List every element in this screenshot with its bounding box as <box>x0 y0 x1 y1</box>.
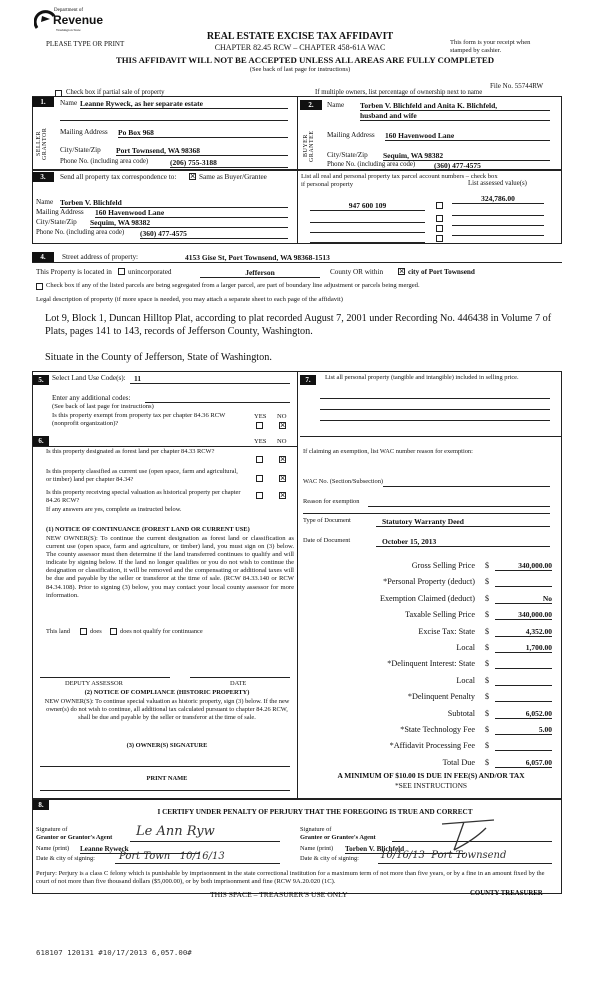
grantee-name-field[interactable]: Torben V. Blichfeld <box>345 845 465 854</box>
section-8-badge: 8. <box>33 800 49 810</box>
receipt-note: This form is your receipt when stamped by cashier. <box>450 39 531 54</box>
doc-date-label: Date of Document <box>303 537 351 544</box>
taxable-selling-price-dollar: $ <box>485 610 489 619</box>
sec3-name-label: Name <box>36 198 54 206</box>
seller-side-label: SELLER GRANTOR <box>36 127 48 161</box>
logo-line1: Department of <box>54 8 84 13</box>
notice-2-body: NEW OWNER(S): To continue special valuation as historic property, sign (3) below. If the new owner(s) do not wish to continue, all additional tax calculated pursuant to chapter 84.26 RCW, shall be due and payable by the seller or transferor at the time of sale. <box>44 698 290 721</box>
assessor-date-label: DATE <box>230 680 247 687</box>
section-2-badge: 2. <box>300 100 322 110</box>
doc-date-field[interactable]: October 15, 2013 <box>376 537 550 547</box>
section-4-badge: 4. <box>32 252 54 262</box>
buyer-name-field-2[interactable]: husband and wife <box>360 111 550 121</box>
grantee-date-city-label: Date & city of signing: <box>300 855 359 862</box>
dor-logo <box>34 6 104 36</box>
grantor-name-field[interactable]: Leanne Ryweck <box>80 845 200 854</box>
section-1-badge: 1. <box>32 97 54 107</box>
grantor-name-print-label: Name (print) <box>36 845 70 852</box>
sec3-mail-field[interactable]: 160 Havenwood Lane <box>95 208 288 218</box>
sec3-phone-label: Phone No. (including area code) <box>36 229 125 236</box>
buyer-phone-label: Phone No. (including area code) <box>327 161 416 168</box>
grantor-date-city-field[interactable] <box>115 853 280 864</box>
forest-land-question: Is this property designated as forest land per chapter 84.33 RCW? <box>46 448 215 455</box>
buyer-phone-field[interactable]: (360) 477-4575 <box>434 161 550 171</box>
legal-description-text: Lot 9, Block 1, Duncan Hilltop Plat, according to plat recorded August 7, 2001 under Recording No. 446438 in Volume 7 of Plats, pages 141 to 143, records of Jefferson County, Washington. <box>45 313 552 337</box>
notice-2-title: (2) NOTICE OF COMPLIANCE (HISTORIC PROPERTY) <box>84 689 250 696</box>
section-7-badge: 7. <box>300 375 316 385</box>
sec3-city-label: City/State/Zip <box>36 218 77 226</box>
unincorporated-label: unincorporated <box>128 268 172 276</box>
sec3-phone-field[interactable]: (360) 477-4575 <box>140 229 288 239</box>
exempt-no-checkbox[interactable] <box>279 422 286 429</box>
logo-word: Revenue <box>53 13 104 27</box>
warning-text: THIS AFFIDAVIT WILL NOT BE ACCEPTED UNLESS ALL AREAS ARE FULLY COMPLETED <box>115 55 495 65</box>
seller-city-field[interactable]: Port Townsend, WA 98368 <box>116 146 288 156</box>
does-not-label: does not qualify for continuance <box>120 628 203 635</box>
taxable-selling-price-field[interactable]: 340,000.00 <box>495 610 552 620</box>
unincorporated-checkbox[interactable] <box>118 268 125 275</box>
subtotal-label: Subtotal <box>447 709 475 718</box>
grantor-signature-field[interactable] <box>130 824 280 842</box>
county-treasurer-label: COUNTY TREASURER <box>470 890 543 897</box>
this-land-label: This land <box>46 628 70 635</box>
subtotal-dollar: $ <box>485 709 489 718</box>
taxable-selling-price-label: Taxable Selling Price <box>405 610 475 619</box>
parcel-list-label: List all real and personal property tax parcel account numbers – check box if personal property <box>301 173 498 188</box>
legal-description-label: Legal description of property (if more space is needed, you may attach a separate sheet to each page of the affidavit) <box>36 296 343 303</box>
wac-label: WAC No. (Section/Subsection) <box>303 478 384 485</box>
grantee-name-print-label: Name (print) <box>300 845 334 852</box>
grantor-date-handwritten: Port Town 10/16/13 <box>119 851 225 862</box>
grantee-date-handwritten: 10/16/13 Port Townsend <box>380 850 507 861</box>
buyer-name-label: Name <box>327 101 345 109</box>
parcel-number-field[interactable]: 947 600 109 <box>310 201 425 211</box>
parcel-personal-checkbox-1[interactable] <box>436 202 443 209</box>
section-5-badge: 5. <box>33 375 49 385</box>
excise-tax-state-field[interactable]: 4,352.00 <box>495 627 552 637</box>
delinquent-interest-state-label: *Delinquent Interest: State <box>387 659 475 668</box>
current-use-yes-checkbox[interactable] <box>256 475 263 482</box>
excise-tax-local-field[interactable]: 1,700.00 <box>495 643 552 653</box>
sec6-no-header: NO <box>277 438 287 445</box>
multiple-owners-note: If multiple owners, list percentage of ownership next to name <box>315 89 483 96</box>
buyer-mail-label: Mailing Address <box>327 131 375 139</box>
grantee-date-city-field[interactable] <box>378 850 552 864</box>
personal-property-field[interactable] <box>495 577 552 587</box>
total-due-field[interactable]: 6,057.00 <box>495 758 552 768</box>
assessed-label: List assessed value(s) <box>468 180 527 187</box>
section-3-badge: 3. <box>32 172 54 182</box>
delinquent-interest-local-label: Local <box>456 676 475 685</box>
sec3-mail-label: Mailing Address <box>36 208 84 216</box>
seller-city-label: City/State/Zip <box>60 146 101 154</box>
notice-1-body: NEW OWNER(S): To continue the current designation as forest land or classification as current use (open space, farm and agriculture, or timber) land, you must sign on (3) below. The county assessor must then determine if the land transferred continues to qualify and will indicate by signing below. If the land no longer qualifies or you do not wish to continue the designation or classification, it will be removed and the compensating or additional taxes will be due and payable by the seller or transferor at the time of sale. (RCW 84.33.140 or RCW 84.34.108). Prior to signing (3) below, you may contact your local county assessor for more information. <box>46 535 294 599</box>
grantor-date-city-label: Date & city of signing: <box>36 855 95 862</box>
minimum-due-note: A MINIMUM OF $10.00 IS DUE IN FEE(S) AND/OR TAX <box>337 771 525 780</box>
assessed-value-field[interactable]: 324,786.00 <box>452 194 544 204</box>
exemption-claimed-label: Exemption Claimed (deduct) <box>379 594 475 603</box>
segregated-checkbox[interactable] <box>36 283 43 290</box>
delinquent-interest-local-dollar: $ <box>485 676 489 685</box>
qualify-does-checkbox[interactable] <box>80 628 87 635</box>
delinquent-interest-state-field[interactable] <box>495 659 552 669</box>
gross-selling-price-field[interactable]: 340,000.00 <box>495 561 552 571</box>
see-instructions-note: *SEE INSTRUCTIONS <box>394 781 468 790</box>
located-label: This Property is located in <box>36 268 112 276</box>
page-title: REAL ESTATE EXCISE TAX AFFIDAVIT <box>206 31 394 42</box>
buyer-mail-field[interactable]: 160 Havenwood Lane <box>385 131 550 141</box>
sec5-yes-header: YES <box>254 413 267 420</box>
delinquent-penalty-field[interactable] <box>495 692 552 702</box>
page-subtitle: CHAPTER 82.45 RCW – CHAPTER 458-61A WAC <box>214 43 386 52</box>
parcel-personal-checkbox-3[interactable] <box>436 225 443 232</box>
delinquent-interest-local-field[interactable] <box>495 676 552 686</box>
seller-phone-field[interactable]: (206) 755-3188 <box>170 158 288 168</box>
buyer-city-label: City/State/Zip <box>327 151 368 159</box>
seller-phone-label: Phone No. (including area code) <box>60 158 149 165</box>
seller-name-label: Name <box>60 99 78 107</box>
land-use-label: Select Land Use Code(s): <box>52 374 126 382</box>
state-technology-fee-dollar: $ <box>485 725 489 734</box>
grantor-sig-of: Signature of <box>36 826 68 833</box>
parcel-personal-checkbox-2[interactable] <box>436 215 443 222</box>
street-address-field[interactable]: 4153 Gise St, Port Townsend, WA 98368-1513 <box>185 253 535 263</box>
exemption-instructions: If claiming an exemption, list WAC number reason for exemption: <box>303 448 473 455</box>
city-of-label: city of Port Townsend <box>408 268 475 276</box>
seller-mail-field[interactable]: Po Box 968 <box>118 128 288 138</box>
send-correspondence-label: Send all property tax correspondence to: <box>60 173 177 181</box>
partial-sale-label: Check box if partial sale of property <box>66 89 165 96</box>
current-use-no-checkbox[interactable] <box>279 475 286 482</box>
forest-yes-checkbox[interactable] <box>256 456 263 463</box>
treasurer-use-label: THIS SPACE – TREASURER'S USE ONLY <box>210 890 348 899</box>
grantee-signature-field[interactable] <box>392 834 552 842</box>
sec5-no-header: NO <box>277 413 287 420</box>
section-6-badge: 6. <box>33 436 49 446</box>
historic-no-checkbox[interactable] <box>279 492 286 499</box>
perjury-notice: Perjury: Perjury is a class C felony which is punishable by imprisonment in the state correctional institution for a maximum term of not more than five years, or by a fine in an amount fixed by the court of not more than five thousand dollars ($5,000.00), or by both imprisonment and fine (RCW 9A.20.020 (1C). <box>36 870 545 885</box>
seller-name-field[interactable]: Leanne Ryweck, as her separate estate <box>80 99 288 109</box>
county-field[interactable]: Jefferson <box>200 268 320 278</box>
excise-tax-local-dollar: $ <box>485 643 489 652</box>
certify-statement: I CERTIFY UNDER PENALTY OF PERJURY THAT THE FOREGOING IS TRUE AND CORRECT <box>157 808 473 816</box>
buyer-city-field[interactable]: Sequim, WA 98382 <box>383 151 550 161</box>
if-yes-note: If any answers are yes, complete as instructed below. <box>46 506 182 513</box>
qualify-does-not-checkbox[interactable] <box>110 628 117 635</box>
doc-type-label: Type of Document <box>303 517 351 524</box>
logo-line3: Washington State <box>56 28 81 32</box>
current-use-question: Is this property classified as current use (open space, farm and agricultural, or timber) land per chapter 84.34? <box>46 468 238 483</box>
exempt-question: Is this property exempt from property tax per chapter 84.36 RCW (nonprofit organization)? <box>52 412 226 427</box>
state-technology-fee-field[interactable]: 5.00 <box>495 725 552 735</box>
forest-no-checkbox[interactable] <box>279 456 286 463</box>
buyer-name-field[interactable]: Torben V. Blichfeld and Anita K. Blichfeld, <box>360 101 550 111</box>
reason-label: Reason for exemption <box>303 498 360 505</box>
subtotal-field[interactable]: 6,052.00 <box>495 709 552 719</box>
personal-property-label: List all personal property (tangible and intangible) included in selling price. <box>325 374 519 381</box>
land-use-field[interactable]: 11 <box>130 374 290 384</box>
affidavit-processing-fee-label: *Affidavit Processing Fee <box>389 741 475 750</box>
exemption-claimed-field[interactable]: No <box>495 594 552 604</box>
exempt-yes-checkbox[interactable] <box>256 422 263 429</box>
excise-tax-state-label: Excise Tax: State <box>418 627 475 636</box>
segregated-label: Check box if any of the listed parcels are being segregated from a larger parcel, are part of boundary line adjustment or parcels being merged. <box>46 282 420 289</box>
personal-property-label: *Personal Property (deduct) <box>383 577 475 586</box>
buyer-side-label: BUYER GRANTEE <box>303 130 315 162</box>
excise-tax-state-dollar: $ <box>485 627 489 636</box>
total-due-dollar: $ <box>485 758 489 767</box>
historic-yes-checkbox[interactable] <box>256 492 263 499</box>
sec6-yes-header: YES <box>254 438 267 445</box>
grantor-signature: Le Ann Ryw <box>136 824 215 839</box>
excise-tax-local-label: Local <box>456 643 475 652</box>
owner-signature-label: (3) OWNER(S) SIGNATURE <box>126 742 208 749</box>
parcel-personal-checkbox-4[interactable] <box>436 235 443 242</box>
sec3-city-field[interactable]: Sequim, WA 98382 <box>90 218 288 228</box>
historic-question: Is this property receiving special valuation as historical property per chapter 84.26 RCW? <box>46 489 241 504</box>
state-technology-fee-label: *State Technology Fee <box>400 725 475 734</box>
exemption-claimed-dollar: $ <box>485 594 489 603</box>
county-within-label: County OR within <box>330 268 384 276</box>
grantee-sig-of: Signature of <box>300 826 332 833</box>
file-number: File No. 55744RW <box>490 82 544 90</box>
delinquent-interest-state-dollar: $ <box>485 659 489 668</box>
sec3-name-field[interactable]: Torben V. Blichfeld <box>60 198 288 208</box>
deputy-assessor-label: DEPUTY ASSESSOR <box>65 680 123 687</box>
affidavit-processing-fee-dollar: $ <box>485 741 489 750</box>
cashier-stamp: 618107 120131 #10/17/2013 6,057.00# <box>36 948 192 957</box>
personal-property-dollar: $ <box>485 577 489 586</box>
see-back-note: (See back of last page for instructions) <box>249 66 351 73</box>
seller-mail-label: Mailing Address <box>60 128 108 136</box>
gross-selling-price-label: Gross Selling Price <box>411 561 475 570</box>
total-due-label: Total Due <box>442 758 475 767</box>
affidavit-processing-fee-field[interactable] <box>495 741 552 751</box>
notice-1-title: (1) NOTICE OF CONTINUANCE (FOREST LAND OR CURRENT USE) <box>46 526 250 533</box>
same-as-buyer-label: Same as Buyer/Grantee <box>199 173 267 181</box>
delinquent-penalty-dollar: $ <box>485 692 489 701</box>
within-city-checkbox[interactable] <box>398 268 405 275</box>
print-name-label: PRINT NAME <box>146 775 188 782</box>
grantor-agent-label: Grantor or Grantor's Agent <box>36 834 113 841</box>
additional-codes-label: Enter any additional codes: <box>52 394 131 402</box>
gross-selling-price-dollar: $ <box>485 561 489 570</box>
same-as-buyer-checkbox[interactable] <box>189 173 196 180</box>
grantee-agent-label: Grantee or Grantee's Agent <box>300 834 376 841</box>
doc-type-field[interactable]: Statutory Warranty Deed <box>376 517 550 527</box>
type-or-print: PLEASE TYPE OR PRINT <box>46 40 125 48</box>
sec5-see-back: (See back of last page for instructions) <box>52 403 154 410</box>
delinquent-penalty-label: *Delinquent Penalty <box>407 692 475 701</box>
does-label: does <box>90 628 102 635</box>
legal-situate-text: Situate in the County of Jefferson, State of Washington. <box>45 352 272 363</box>
street-label: Street address of property: <box>62 253 139 261</box>
